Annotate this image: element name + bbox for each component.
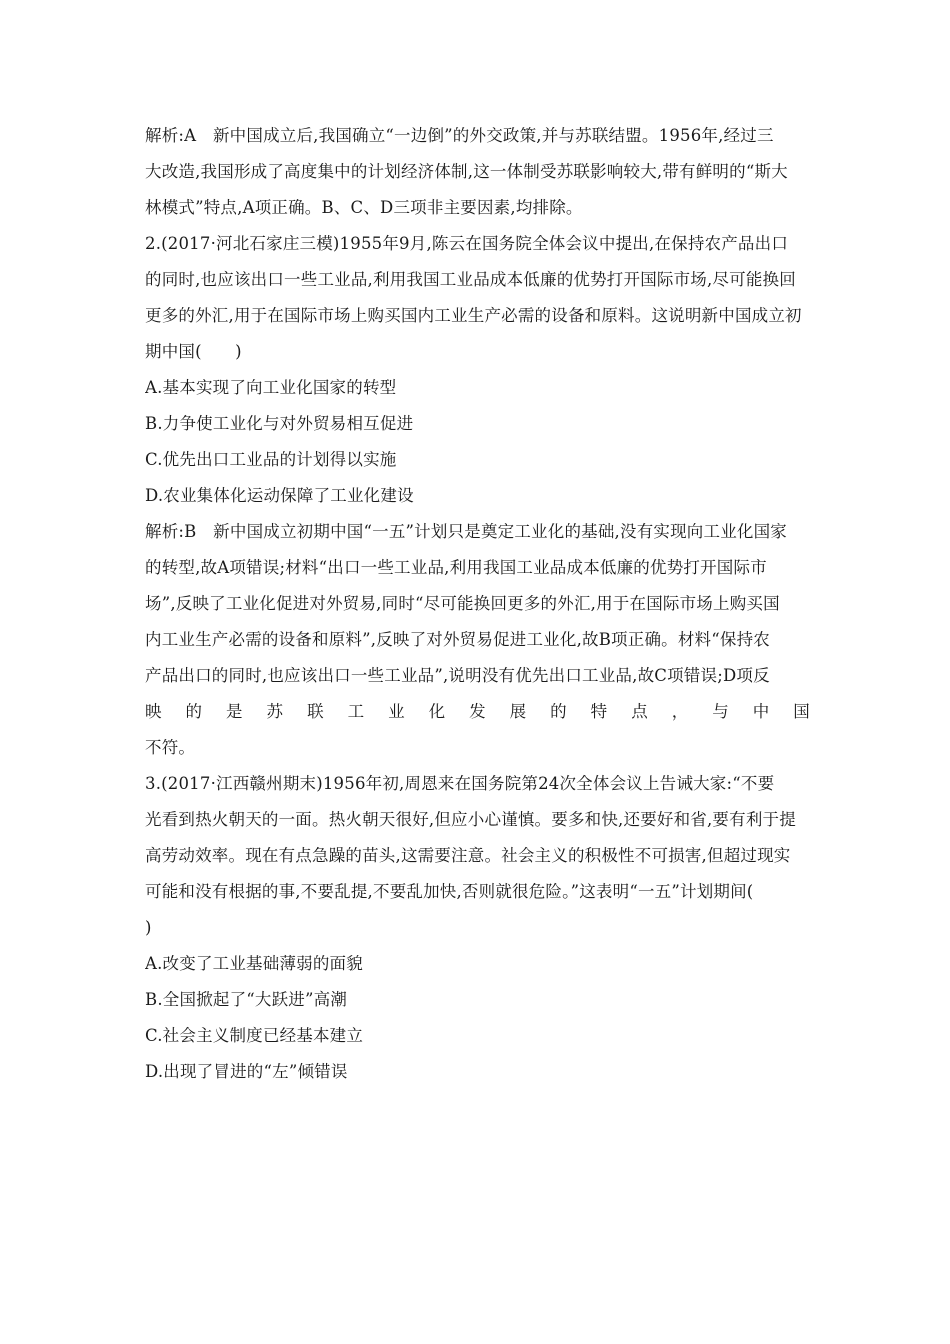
q2-analysis-line: 内工业生产必需的设备和原料”,反映了对外贸易促进工业化,故B项正确。材料“保持农	[145, 630, 770, 649]
q2-stem-line: 期中国( )	[145, 342, 242, 361]
q2-option-a: A.基本实现了向工业化国家的转型	[145, 378, 397, 397]
spread-char: 业	[388, 702, 405, 721]
spread-char: 展	[509, 702, 527, 721]
spread-char: 联	[307, 702, 324, 721]
q2-analysis-line: 解析:B 新中国成立初期中国“一五”计划只是奠定工业化的基础,没有实现向工业化国家	[145, 522, 787, 541]
q2-stem-line: 更多的外汇,用于在国际市场上购买国内工业生产必需的设备和原料。这说明新中国成立初	[145, 306, 802, 325]
spread-char: 国	[793, 702, 810, 721]
q3-option-b: B.全国掀起了“大跃进”高潮	[145, 990, 348, 1009]
q3-stem-line: 可能和没有根据的事,不要乱提,不要乱加快,否则就很危险。”这表明“一五”计划期间(	[145, 882, 754, 901]
spread-char: 发	[469, 702, 486, 721]
q2-stem-line: 2.(2017·河北石家庄三模)1955年9月,陈云在国务院全体会议中提出,在保持农产品出口	[145, 234, 789, 253]
q3-option-c: C.社会主义制度已经基本建立	[145, 1026, 364, 1045]
q3-stem-line: 3.(2017·江西赣州期末)1956年初,周恩来在国务院第24次全体会议上告诫大家:“不要	[145, 774, 775, 793]
q1-analysis-line: 解析:A 新中国成立后,我国确立“一边倒”的外交政策,并与苏联结盟。1956年,经过三	[145, 126, 774, 145]
spread-char: 苏	[266, 702, 284, 721]
spread-char: 化	[428, 702, 446, 721]
spread-char: ，	[671, 702, 689, 721]
q1-analysis-line: 林模式”特点,A项正确。B、C、D三项非主要因素,均排除。	[145, 198, 583, 217]
spread-char: 点	[631, 702, 648, 721]
spread-char: 是	[226, 702, 243, 721]
q1-analysis-line: 大改造,我国形成了高度集中的计划经济体制,这一体制受苏联影响较大,带有鲜明的“斯大	[145, 162, 788, 181]
q3-stem-line: )	[145, 918, 152, 937]
q2-analysis-line: 产品出口的同时,也应该出口一些工业品”,说明没有优先出口工业品,故C项错误;D项反	[145, 666, 770, 685]
q2-option-c: C.优先出口工业品的计划得以实施	[145, 450, 397, 469]
spread-char: 工	[347, 702, 365, 721]
q3-stem-line: 光看到热火朝天的一面。热火朝天很好,但应小心谨慎。要多和快,还要好和省,要有利于提	[145, 810, 796, 829]
spread-char: 与	[712, 702, 729, 721]
q1-analysis	[145, 118, 810, 226]
spread-char: 的	[550, 702, 567, 721]
q3-stem-line: 高劳动效率。现在有点急躁的苗头,这需要注意。社会主义的积极性不可损害,但超过现实	[145, 846, 791, 865]
q2-analysis-spread-line	[145, 694, 810, 730]
q2-analysis-line: 的转型,故A项错误;材料“出口一些工业品,利用我国工业品成本低廉的优势打开国际市	[145, 558, 767, 577]
q2-option-d: D.农业集体化运动保障了工业化建设	[145, 486, 414, 505]
q3-option-a: A.改变了工业基础薄弱的面貌	[145, 954, 363, 973]
question-2	[145, 226, 810, 766]
spread-char: 的	[185, 702, 203, 721]
q2-analysis-line: 场”,反映了工业化促进对外贸易,同时“尽可能换回更多的外汇,用于在国际市场上购买国	[145, 594, 780, 613]
spread-char: 特	[590, 702, 608, 721]
spread-char: 映	[145, 702, 162, 721]
q3-option-d: D.出现了冒进的“左”倾错误	[145, 1062, 348, 1081]
spread-char: 中	[752, 702, 770, 721]
document-page	[145, 118, 810, 1090]
question-3	[145, 766, 810, 1090]
q2-analysis-line: 不符。	[145, 738, 196, 757]
q2-option-b: B.力争使工业化与对外贸易相互促进	[145, 414, 414, 433]
q2-stem-line: 的同时,也应该出口一些工业品,利用我国工业品成本低廉的优势打开国际市场,尽可能换回	[145, 270, 796, 289]
